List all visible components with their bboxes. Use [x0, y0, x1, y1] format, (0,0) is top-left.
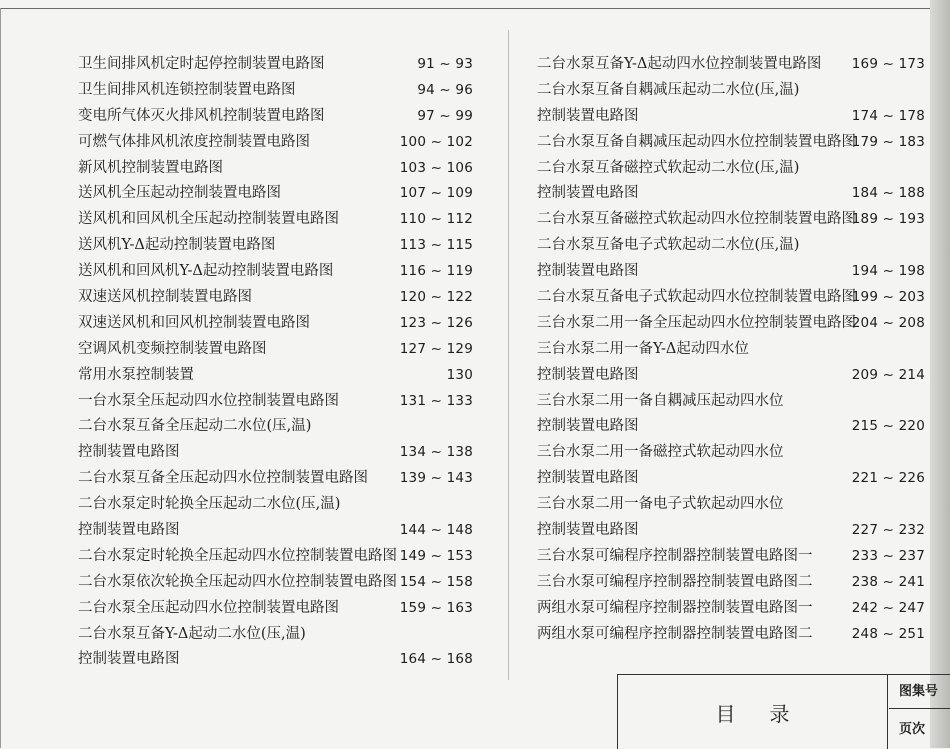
- toc-entry[interactable]: [537, 285, 925, 311]
- toc-entry[interactable]: [78, 622, 473, 648]
- toc-entry-title: 送风机Y-Δ起动控制装置电路图: [78, 237, 276, 254]
- toc-entry-pages: 127 ~ 129: [399, 340, 473, 357]
- toc-entry[interactable]: [78, 78, 473, 104]
- column-divider: [508, 30, 509, 680]
- toc-entry[interactable]: [537, 52, 925, 78]
- toc-entry[interactable]: [78, 259, 473, 285]
- toc-entry-title: 二台水泵全压起动四水位控制装置电路图: [78, 599, 339, 616]
- toc-entry-title: 三台水泵二用一备自耦减压起动四水位: [537, 392, 784, 409]
- toc-entry-title: 二台水泵互备Y-Δ起动四水位控制装置电路图: [537, 56, 822, 72]
- toc-entry[interactable]: [78, 466, 473, 492]
- toc-entry-title: 二台水泵定时轮换全压起动四水位控制装置电路图: [78, 547, 397, 564]
- toc-entry-pages: 113 ~ 115: [399, 237, 473, 254]
- toc-entry-pages: 91 ~ 93: [417, 56, 473, 72]
- toc-entry-title: 控制装置电路图: [537, 107, 639, 124]
- toc-entry[interactable]: [537, 492, 925, 518]
- toc-entry-title: 二台水泵互备Y-Δ起动二水位(压,温): [78, 625, 306, 642]
- toc-entry[interactable]: [78, 207, 473, 233]
- toc-entry-pages: 204 ~ 208: [851, 314, 925, 331]
- atlas-number-label: 图集号: [889, 675, 950, 709]
- toc-entry-title: 二台水泵互备自耦减压起动四水位控制装置电路图: [537, 133, 856, 150]
- toc-entry[interactable]: [78, 596, 473, 622]
- toc-entry-title: 控制装置电路图: [78, 444, 180, 461]
- toc-entry-title: 三台水泵可编程序控制器控制装置电路图一: [537, 547, 813, 564]
- toc-entry-title: 控制装置电路图: [537, 418, 639, 435]
- toc-entry[interactable]: [78, 130, 473, 156]
- toc-entry-pages: 154 ~ 158: [399, 573, 473, 590]
- toc-entry-pages: 123 ~ 126: [399, 314, 473, 331]
- toc-entry-title: 一台水泵全压起动四水位控制装置电路图: [78, 392, 339, 409]
- toc-entry-pages: 184 ~ 188: [851, 185, 925, 202]
- toc-entry-pages: 159 ~ 163: [399, 599, 473, 616]
- toc-entry[interactable]: [78, 233, 473, 259]
- toc-entry-pages: 179 ~ 183: [851, 133, 925, 150]
- toc-column-left: [78, 52, 473, 673]
- toc-entry-title: 二台水泵依次轮换全压起动四水位控制装置电路图: [78, 573, 397, 590]
- toc-entry-title: 卫生间排风机定时起停控制装置电路图: [78, 56, 325, 72]
- title-block-title: 目录: [618, 675, 888, 749]
- toc-entry[interactable]: [78, 181, 473, 207]
- toc-entry-title: 空调风机变频控制装置电路图: [78, 340, 267, 357]
- toc-entry[interactable]: [78, 389, 473, 415]
- toc-entry[interactable]: [537, 181, 925, 207]
- toc-entry[interactable]: [537, 78, 925, 104]
- toc-entry[interactable]: [78, 285, 473, 311]
- toc-entry[interactable]: [78, 311, 473, 337]
- toc-entry[interactable]: [537, 104, 925, 130]
- toc-entry-title: 卫生间排风机连锁控制装置电路图: [78, 81, 296, 98]
- toc-entry[interactable]: [537, 156, 925, 182]
- toc-entry-title: 控制装置电路图: [537, 263, 639, 280]
- toc-entry-pages: 107 ~ 109: [399, 185, 473, 202]
- toc-entry-pages: 110 ~ 112: [399, 211, 473, 228]
- toc-entry-pages: 194 ~ 198: [851, 263, 925, 280]
- toc-entry-pages: 209 ~ 214: [851, 366, 925, 383]
- toc-entry-pages: 103 ~ 106: [399, 159, 473, 176]
- toc-entry-title: 控制装置电路图: [78, 522, 180, 539]
- toc-entry-title: 二台水泵互备电子式软起动二水位(压,温): [537, 237, 800, 254]
- toc-entry-pages: 139 ~ 143: [399, 470, 473, 487]
- toc-entry-pages: 100 ~ 102: [399, 133, 473, 150]
- toc-entry-title: 三台水泵可编程序控制器控制装置电路图二: [537, 573, 813, 590]
- toc-entry-title: 送风机全压起动控制装置电路图: [78, 185, 281, 202]
- toc-entry-title: 可燃气体排风机浓度控制装置电路图: [78, 133, 310, 150]
- toc-entry-pages: 174 ~ 178: [851, 107, 925, 124]
- toc-entry-title: 两组水泵可编程序控制器控制装置电路图二: [537, 625, 813, 642]
- toc-entry[interactable]: [537, 130, 925, 156]
- toc-entry-pages: 233 ~ 237: [851, 547, 925, 564]
- toc-column-right: [537, 52, 925, 647]
- toc-entry-pages: 130: [446, 366, 473, 383]
- toc-entry-title: 三台水泵二用一备全压起动四水位控制装置电路图: [537, 314, 856, 331]
- title-block: [617, 674, 950, 749]
- toc-entry[interactable]: [78, 363, 473, 389]
- toc-entry-title: 常用水泵控制装置: [78, 366, 194, 383]
- toc-entry[interactable]: [78, 156, 473, 182]
- toc-entry-title: 三台水泵二用一备磁控式软起动四水位: [537, 444, 784, 461]
- toc-entry[interactable]: [78, 647, 473, 673]
- adjacent-page-edge: [930, 0, 950, 748]
- toc-entry-pages: 221 ~ 226: [851, 470, 925, 487]
- toc-entry-pages: 215 ~ 220: [851, 418, 925, 435]
- toc-entry[interactable]: [78, 104, 473, 130]
- toc-entry-title: 二台水泵互备全压起动二水位(压,温): [78, 418, 312, 435]
- toc-entry[interactable]: [78, 544, 473, 570]
- toc-entry[interactable]: [537, 207, 925, 233]
- toc-entry-title: 控制装置电路图: [78, 651, 180, 668]
- toc-entry-title: 二台水泵互备全压起动四水位控制装置电路图: [78, 470, 368, 487]
- toc-entry-pages: 94 ~ 96: [417, 81, 473, 98]
- toc-entry-title: 二台水泵互备自耦减压起动二水位(压,温): [537, 81, 800, 98]
- toc-entry-title: 二台水泵互备磁控式软起动二水位(压,温): [537, 159, 800, 176]
- toc-entry[interactable]: [537, 570, 925, 596]
- toc-entry-pages: 227 ~ 232: [851, 522, 925, 539]
- toc-entry-pages: 97 ~ 99: [417, 107, 473, 124]
- page-border-top: [0, 8, 950, 9]
- toc-entry-pages: 120 ~ 122: [399, 289, 473, 306]
- toc-entry[interactable]: [537, 414, 925, 440]
- toc-entry[interactable]: [537, 311, 925, 337]
- toc-entry-pages: 242 ~ 247: [851, 599, 925, 616]
- toc-entry[interactable]: [537, 596, 925, 622]
- toc-entry[interactable]: [537, 544, 925, 570]
- toc-entry[interactable]: [78, 492, 473, 518]
- toc-entry-title: 二台水泵互备磁控式软起动四水位控制装置电路图: [537, 211, 856, 228]
- toc-entry[interactable]: [78, 414, 473, 440]
- toc-entry[interactable]: [537, 363, 925, 389]
- toc-entry[interactable]: [537, 440, 925, 466]
- toc-entry-pages: 116 ~ 119: [399, 263, 473, 280]
- toc-entry-pages: 134 ~ 138: [399, 444, 473, 461]
- toc-entry-pages: 199 ~ 203: [851, 289, 925, 306]
- toc-entry-title: 二台水泵定时轮换全压起动二水位(压,温): [78, 496, 341, 513]
- toc-entry-title: 送风机和回风机全压起动控制装置电路图: [78, 211, 339, 228]
- toc-entry[interactable]: [537, 518, 925, 544]
- toc-entry-title: 三台水泵二用一备Y-Δ起动四水位: [537, 340, 749, 357]
- toc-entry-pages: 164 ~ 168: [399, 651, 473, 668]
- toc-entry-pages: 248 ~ 251: [851, 625, 925, 642]
- toc-entry[interactable]: [78, 337, 473, 363]
- toc-entry-title: 控制装置电路图: [537, 366, 639, 383]
- toc-entry-pages: 169 ~ 173: [851, 56, 925, 72]
- toc-entry-pages: 238 ~ 241: [851, 573, 925, 590]
- toc-entry-pages: 144 ~ 148: [399, 522, 473, 539]
- toc-entry-title: 控制装置电路图: [537, 185, 639, 202]
- toc-entry[interactable]: [537, 622, 925, 648]
- toc-entry[interactable]: [537, 389, 925, 415]
- toc-entry-title: 双速送风机控制装置电路图: [78, 289, 252, 306]
- toc-entry[interactable]: [78, 570, 473, 596]
- toc-entry[interactable]: [537, 337, 925, 363]
- toc-entry-title: 控制装置电路图: [537, 522, 639, 539]
- toc-entry-title: 两组水泵可编程序控制器控制装置电路图一: [537, 599, 813, 616]
- toc-entry[interactable]: [78, 52, 473, 78]
- page-border-left: [0, 8, 1, 748]
- toc-entry-title: 送风机和回风机Y-Δ起动控制装置电路图: [78, 263, 334, 280]
- toc-entry-title: 控制装置电路图: [537, 470, 639, 487]
- toc-entry-pages: 189 ~ 193: [851, 211, 925, 228]
- toc-entry-title: 二台水泵互备电子式软起动四水位控制装置电路图: [537, 289, 856, 306]
- toc-entry[interactable]: [78, 518, 473, 544]
- toc-entry-pages: 131 ~ 133: [399, 392, 473, 409]
- toc-entry[interactable]: [537, 233, 925, 259]
- toc-entry-pages: 149 ~ 153: [399, 547, 473, 564]
- toc-entry[interactable]: [78, 440, 473, 466]
- toc-entry-title: 新风机控制装置电路图: [78, 159, 223, 176]
- page-number-label: 页次: [899, 722, 926, 737]
- toc-entry[interactable]: [537, 259, 925, 285]
- toc-entry-title: 双速送风机和回风机控制装置电路图: [78, 314, 310, 331]
- toc-entry-title: 三台水泵二用一备电子式软起动四水位: [537, 496, 784, 513]
- toc-entry-title: 变电所气体灭火排风机控制装置电路图: [78, 107, 325, 124]
- toc-entry[interactable]: [537, 466, 925, 492]
